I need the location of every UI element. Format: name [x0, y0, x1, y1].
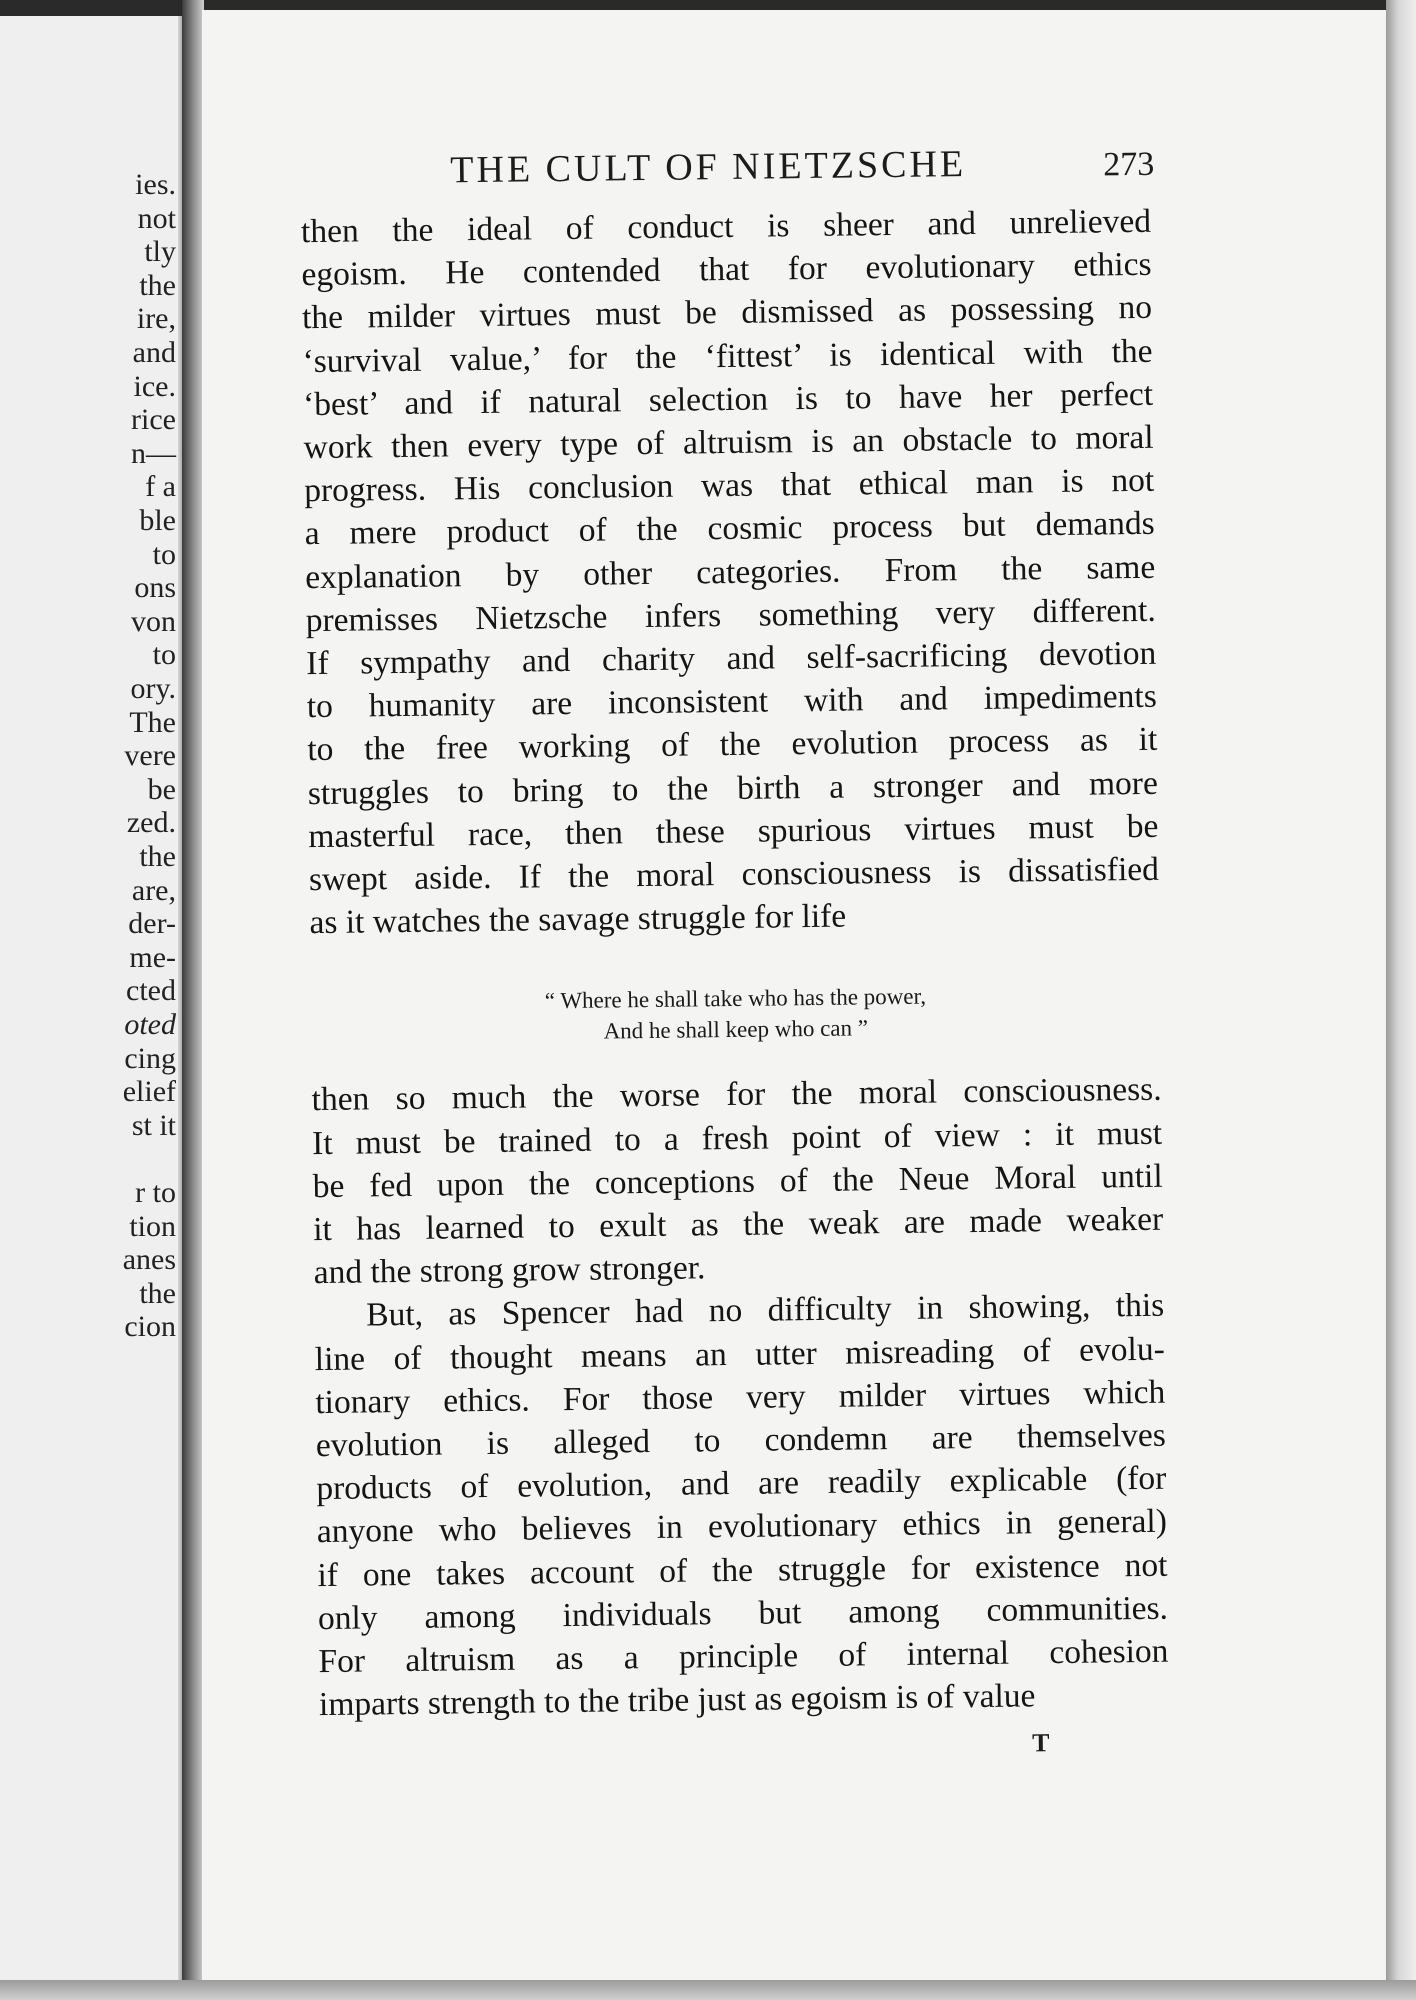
paragraph-1 — [301, 200, 1160, 945]
left-page-line-fragment: der- — [128, 907, 176, 941]
left-page-line-fragment: ice. — [133, 369, 176, 403]
left-page-line-fragment: and — [132, 336, 176, 369]
text-line: egoism. He contended that for evolutionary ethics — [301, 246, 1152, 294]
page-content — [300, 140, 1170, 1777]
quote-line: And he shall keep who can ” — [603, 1015, 869, 1045]
paragraph-3 — [314, 1284, 1169, 1726]
left-page-line-fragment: the — [139, 840, 176, 873]
left-page-line-fragment: The — [129, 705, 176, 739]
left-page-line-fragment: cion — [124, 1310, 176, 1344]
paragraph-2 — [311, 1068, 1164, 1294]
text-line: masterful race, then these spurious virtues must be — [308, 807, 1159, 855]
left-page-line-fragment: the — [139, 1276, 176, 1310]
left-page-line-fragment: st it — [131, 1108, 176, 1142]
page-header — [300, 140, 1155, 210]
quote-line: “ Where he shall take who has the power, — [544, 984, 927, 1014]
left-page-line-fragment: rice — [131, 403, 176, 437]
text-line: as it watches the savage struggle for life — [309, 897, 847, 942]
text-line: then the ideal of conduct is sheer and unrelieved — [300, 202, 1152, 251]
text-line: it has learned to exult as the weak are made weaker — [312, 1200, 1164, 1249]
text-line: progress. His conclusion was that ethical man is not — [303, 462, 1155, 510]
left-page-line-fragment: ory. — [130, 672, 176, 705]
left-page-line-fragment: ire, — [136, 302, 176, 336]
left-page-line-fragment: are, — [131, 873, 176, 907]
left-page-line-fragment: ons — [134, 571, 176, 605]
text-line: ‘best’ and if natural selection is to have her perfect — [302, 375, 1154, 423]
text-line: It must be trained to a fresh point of view : it must — [311, 1114, 1163, 1162]
left-page-line-fragment: be — [147, 772, 176, 806]
text-line: swept aside. If the moral consciousness is dissatisfied — [308, 850, 1160, 899]
text-line: then so much the worse for the moral consciousness. — [311, 1071, 1162, 1119]
text-line: work then every type of altruism is an obstacle to moral — [303, 418, 1154, 467]
left-page-line-fragment: to — [152, 537, 176, 571]
text-line: to humanity are inconsistent with and impediments — [306, 678, 1157, 726]
text-line: line of thought means an utter misreading of evolu- — [314, 1330, 1165, 1378]
left-page-line-fragment: me- — [129, 940, 176, 974]
page-number: 273 — [1103, 145, 1155, 184]
text-line: struggles to bring to the birth a stronger and more — [307, 764, 1159, 812]
text-line: tionary ethics. For those very milder virtues which — [315, 1373, 1166, 1421]
text-line: evolution is alleged to condemn are themselves — [315, 1416, 1167, 1465]
left-page-line-fragment: not — [137, 201, 176, 235]
text-line: if one takes account of the struggle for existence not — [317, 1546, 1168, 1594]
left-page-line-fragment: tly — [144, 235, 176, 269]
verse-quotation — [310, 978, 1161, 1050]
text-line: premisses Nietzsche infers something very different. — [305, 591, 1156, 639]
left-page-line-fragment: anes — [122, 1243, 176, 1277]
left-page-line-fragment: cing — [124, 1041, 176, 1075]
left-page-line-fragment: ies. — [135, 168, 176, 201]
left-page-line-fragment: n— — [131, 436, 176, 470]
text-line: anyone who believes in evolutionary ethics in general) — [316, 1503, 1168, 1551]
signature-letter: T — [1032, 1727, 1050, 1757]
left-page-line-fragment: tion — [129, 1209, 176, 1243]
left-page-line-fragment: von — [131, 604, 176, 638]
left-page-line-fragment: f a — [145, 470, 176, 504]
left-page-line-fragment: to — [152, 638, 176, 672]
book-spine — [182, 0, 204, 2000]
left-page — [0, 16, 188, 1986]
text-line: the milder virtues must be dismissed as possessing no — [301, 289, 1153, 337]
text-line: explanation by other categories. From the same — [305, 548, 1156, 596]
left-page-line-fragment: the — [139, 268, 176, 302]
text-line: only among individuals but among communities. — [317, 1589, 1169, 1637]
text-line: a mere product of the cosmic process but demands — [304, 505, 1155, 553]
text-line: ‘survival value,’ for the ‘fittest’ is identical with the — [302, 332, 1153, 380]
text-line: be fed upon the conceptions of the Neue Moral until — [312, 1157, 1163, 1205]
text-line: imparts strength to the tribe just as egoism is of value — [318, 1677, 1036, 1724]
text-line: to the free working of the evolution process as it — [307, 721, 1158, 769]
page-edge — [1386, 0, 1416, 2000]
text-line: But, as Spencer had no difficulty in showing, this — [366, 1287, 1165, 1334]
text-line: products of evolution, and are readily explicable (for — [316, 1459, 1167, 1508]
left-page-line-fragment: vere — [124, 739, 176, 773]
running-head: THE CULT OF NIETZSCHE — [450, 143, 967, 192]
left-page-line-fragment: r to — [135, 1176, 176, 1209]
left-page-line-fragment: ble — [139, 504, 176, 537]
text-line: and the strong grow stronger. — [313, 1249, 706, 1292]
scan-bottom-border — [0, 1980, 1416, 2000]
left-page-line-fragment: zed. — [126, 806, 176, 840]
left-page-line-fragment: oted — [124, 1008, 176, 1041]
text-line: For altruism as a principle of internal cohesion — [318, 1632, 1169, 1681]
left-page-line-fragment: elief — [122, 1075, 176, 1109]
left-page-line-fragment: cted — [126, 974, 176, 1008]
text-line: If sympathy and charity and self-sacrificing devotion — [306, 634, 1157, 683]
